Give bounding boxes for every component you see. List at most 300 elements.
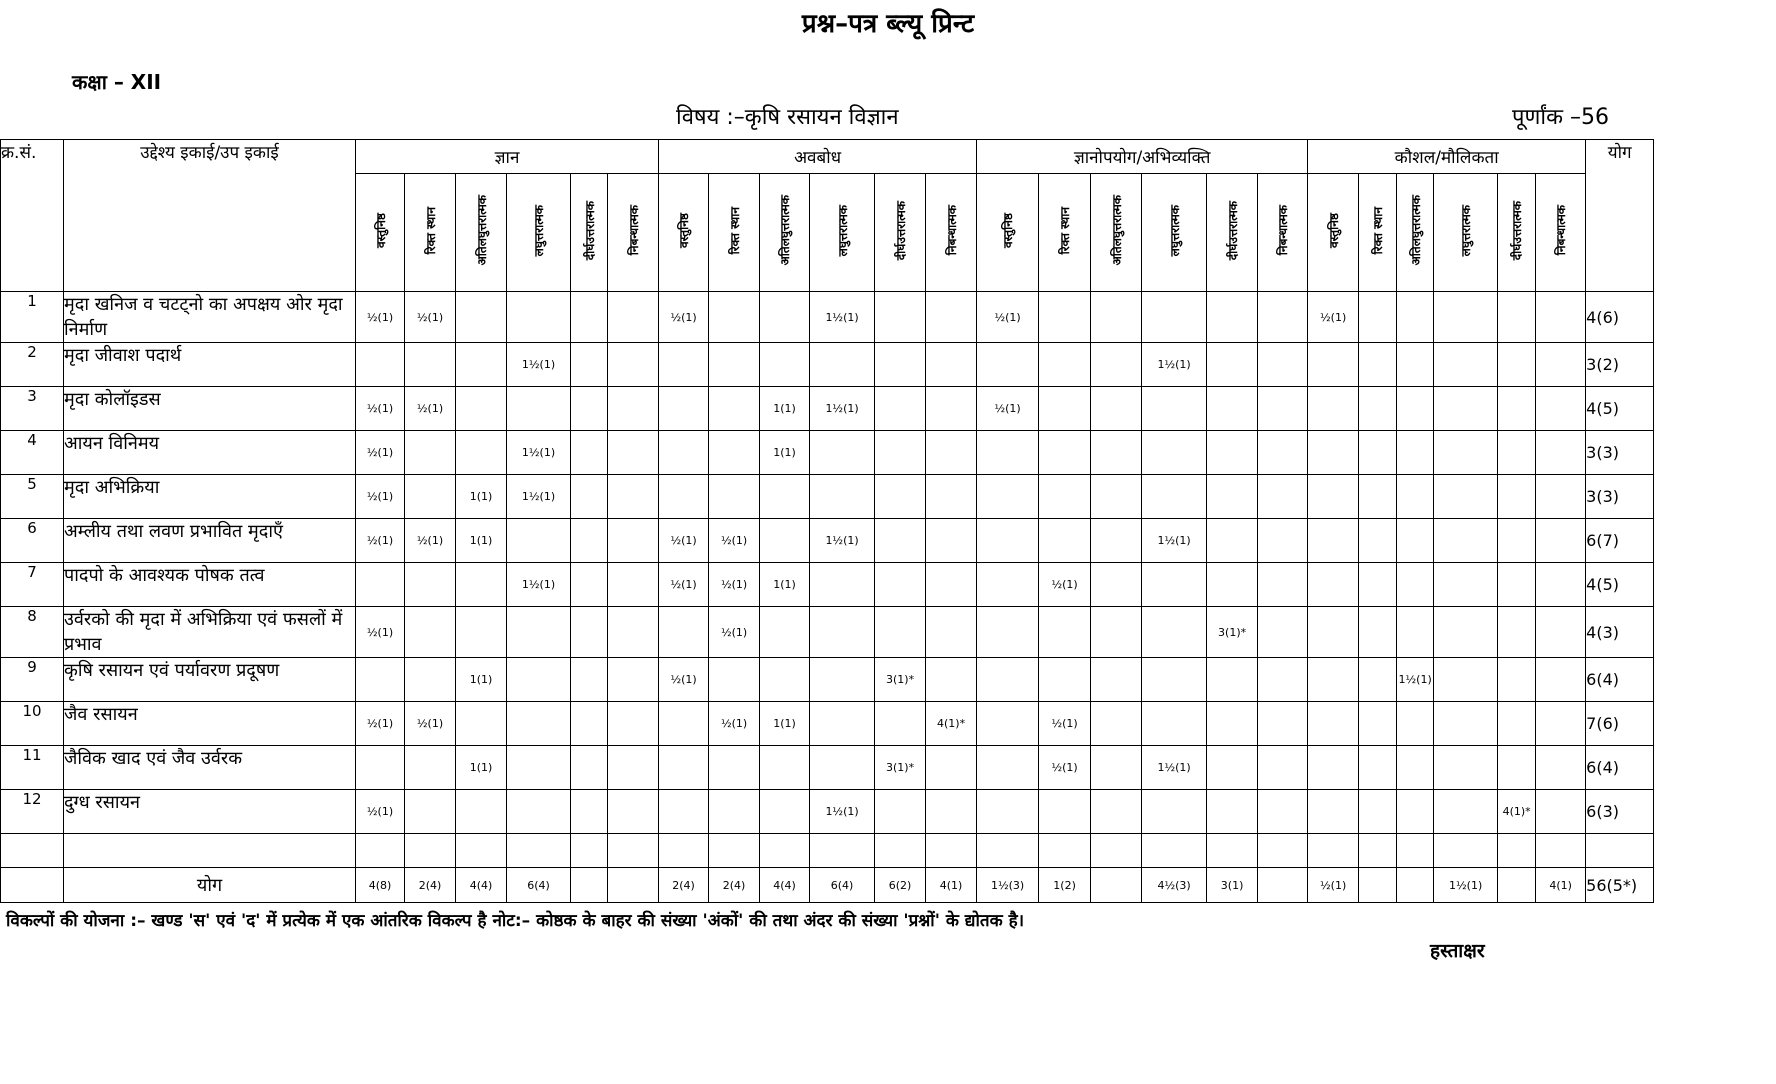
mark-cell (1434, 658, 1498, 702)
mark-cell (405, 658, 456, 702)
mark-cell (1434, 790, 1498, 834)
empty-cell (926, 834, 977, 868)
subtype-header (709, 174, 760, 292)
subtype-header (1308, 174, 1359, 292)
mark-cell (659, 475, 709, 519)
row-unit: जैविक खाद एवं जैव उर्वरक (64, 746, 356, 790)
table-row (1, 431, 1654, 475)
mark-cell (1397, 431, 1434, 475)
mark-cell (1142, 790, 1207, 834)
table-row (1, 746, 1654, 790)
mark-cell (1359, 343, 1397, 387)
mark-cell (926, 292, 977, 343)
mark-cell (1039, 431, 1091, 475)
mark-cell (1091, 658, 1142, 702)
mark-cell (1308, 746, 1359, 790)
row-total: 3(3) (1586, 431, 1654, 475)
total-mark-cell (571, 868, 608, 903)
mark-cell (977, 343, 1039, 387)
mark-cell (1091, 746, 1142, 790)
mark-cell (571, 519, 608, 563)
empty-cell (608, 834, 659, 868)
mark-cell (1207, 563, 1258, 607)
mark-cell: 1(1) (456, 475, 507, 519)
total-mark-cell: 4(4) (760, 868, 810, 903)
total-mark-cell (1091, 868, 1142, 903)
empty-cell (1039, 834, 1091, 868)
row-unit: पादपो के आवश्यक पोषक तत्व (64, 563, 356, 607)
row-serial: 2 (1, 343, 64, 387)
subtype-label: दीर्घउत्तरात्मक (1510, 200, 1525, 261)
mark-cell (977, 607, 1039, 658)
mark-cell (608, 790, 659, 834)
grand-total: 56(5*) (1586, 868, 1654, 903)
blueprint-table (0, 139, 1654, 903)
mark-cell (1091, 431, 1142, 475)
mark-cell (571, 702, 608, 746)
empty-cell (1498, 834, 1536, 868)
mark-cell (926, 607, 977, 658)
mark-cell (1434, 746, 1498, 790)
mark-cell: 1(1) (760, 431, 810, 475)
subtype-header (356, 174, 405, 292)
mark-cell (810, 702, 875, 746)
mark-cell (356, 658, 405, 702)
mark-cell (1434, 607, 1498, 658)
mark-cell (760, 292, 810, 343)
mark-cell (1498, 387, 1536, 431)
mark-cell (1359, 658, 1397, 702)
mark-cell: 1½(1) (810, 387, 875, 431)
mark-cell (1039, 607, 1091, 658)
mark-cell (1142, 607, 1207, 658)
mark-cell (1308, 658, 1359, 702)
row-unit: मृदा जीवाश पदार्थ (64, 343, 356, 387)
mark-cell (709, 343, 760, 387)
mark-cell (456, 387, 507, 431)
mark-cell (875, 519, 926, 563)
mark-cell (1039, 658, 1091, 702)
total-mark-cell: ½(1) (1308, 868, 1359, 903)
mark-cell (1258, 702, 1308, 746)
subtype-label: अतिलघुत्तरात्मक (778, 195, 793, 266)
mark-cell (875, 475, 926, 519)
mark-cell (1397, 343, 1434, 387)
empty-cell (1258, 834, 1308, 868)
mark-cell: 1(1) (456, 519, 507, 563)
page-title: प्रश्न–पत्र ब्ल्यू प्रिन्ट (801, 9, 975, 39)
subtype-label: रिक्त स्थान (1058, 206, 1073, 255)
mark-cell (1091, 790, 1142, 834)
mark-cell (405, 746, 456, 790)
mark-cell (1039, 387, 1091, 431)
mark-cell (571, 790, 608, 834)
mark-cell (1039, 519, 1091, 563)
mark-cell (571, 292, 608, 343)
subtype-header (456, 174, 507, 292)
mark-cell (571, 343, 608, 387)
empty-cell (1359, 834, 1397, 868)
mark-cell: ½(1) (659, 519, 709, 563)
mark-cell: ½(1) (356, 431, 405, 475)
mark-cell (507, 790, 571, 834)
subtype-header (571, 174, 608, 292)
mark-cell (356, 563, 405, 607)
total-mark-cell: 4(1) (1536, 868, 1586, 903)
mark-cell (926, 746, 977, 790)
mark-cell (709, 475, 760, 519)
mark-cell (1207, 343, 1258, 387)
group-kaushal: कौशल/मौलिकता (1308, 140, 1586, 174)
mark-cell (571, 563, 608, 607)
total-mark-cell: 4(8) (356, 868, 405, 903)
mark-cell (1142, 387, 1207, 431)
mark-cell (1207, 519, 1258, 563)
subtype-label: निबन्धात्मक (1554, 205, 1569, 256)
mark-cell (1536, 292, 1586, 343)
mark-cell (1142, 658, 1207, 702)
mark-cell (1397, 563, 1434, 607)
mark-cell (1434, 343, 1498, 387)
mark-cell: 3(1)* (875, 746, 926, 790)
subtype-label: लघुत्तरात्मक (835, 204, 850, 257)
mark-cell: ½(1) (405, 292, 456, 343)
mark-cell (608, 292, 659, 343)
mark-cell (709, 387, 760, 431)
mark-cell (1207, 292, 1258, 343)
mark-cell (659, 702, 709, 746)
mark-cell (1434, 563, 1498, 607)
subtype-label: लघुत्तरात्मक (1167, 204, 1182, 257)
mark-cell (456, 702, 507, 746)
mark-cell (1308, 431, 1359, 475)
mark-cell (571, 431, 608, 475)
mark-cell (1536, 790, 1586, 834)
subtype-header (1039, 174, 1091, 292)
table-row (1, 292, 1654, 343)
mark-cell (1536, 431, 1586, 475)
total-mark-cell (1498, 868, 1536, 903)
empty-cell (456, 834, 507, 868)
empty-cell (1308, 834, 1359, 868)
total-mark-cell: 4(4) (456, 868, 507, 903)
row-serial: 7 (1, 563, 64, 607)
subtype-header (977, 174, 1039, 292)
mark-cell (1397, 607, 1434, 658)
header-serial: क्र.सं. (1, 140, 64, 292)
mark-cell (1308, 343, 1359, 387)
mark-cell (1498, 519, 1536, 563)
row-serial: 5 (1, 475, 64, 519)
mark-cell (760, 746, 810, 790)
mark-cell (977, 475, 1039, 519)
mark-cell (875, 702, 926, 746)
mark-cell (1039, 790, 1091, 834)
mark-cell (507, 746, 571, 790)
row-total: 3(2) (1586, 343, 1654, 387)
mark-cell (1207, 658, 1258, 702)
subtype-header (507, 174, 571, 292)
table-row (1, 702, 1654, 746)
subtype-header (1091, 174, 1142, 292)
mark-cell: 1½(1) (810, 292, 875, 343)
subtype-header (1434, 174, 1498, 292)
subtype-label: लघुत्तरात्मक (532, 204, 546, 257)
mark-cell (1397, 519, 1434, 563)
mark-cell: 1½(1) (1397, 658, 1434, 702)
mark-cell: ½(1) (659, 563, 709, 607)
mark-cell (608, 387, 659, 431)
mark-cell: 1½(1) (1142, 343, 1207, 387)
row-unit: मृदा कोलॉइडस (64, 387, 356, 431)
mark-cell (1308, 475, 1359, 519)
mark-cell (456, 790, 507, 834)
row-total: 6(4) (1586, 746, 1654, 790)
subtype-header (1142, 174, 1207, 292)
total-mark-cell: 2(4) (659, 868, 709, 903)
total-mark-cell: 1½(1) (1434, 868, 1498, 903)
mark-cell (571, 387, 608, 431)
mark-cell: ½(1) (405, 387, 456, 431)
empty-cell (977, 834, 1039, 868)
mark-cell: 1½(1) (507, 563, 571, 607)
mark-cell: 1(1) (456, 746, 507, 790)
empty-cell (659, 834, 709, 868)
subtype-label: दीर्घउत्तरात्मक (582, 200, 597, 261)
mark-cell: 1½(1) (810, 519, 875, 563)
subtype-label: निबन्धात्मक (1276, 205, 1291, 256)
mark-cell (1359, 607, 1397, 658)
mark-cell: ½(1) (356, 475, 405, 519)
mark-cell (1258, 387, 1308, 431)
mark-cell (1207, 746, 1258, 790)
mark-cell (926, 790, 977, 834)
row-total: 4(3) (1586, 607, 1654, 658)
mark-cell: 1(1) (760, 387, 810, 431)
subtype-header (1498, 174, 1536, 292)
mark-cell (760, 790, 810, 834)
mark-cell: ½(1) (659, 292, 709, 343)
mark-cell (1536, 475, 1586, 519)
mark-cell: ½(1) (659, 658, 709, 702)
mark-cell (1308, 790, 1359, 834)
subtype-label: अतिलघुत्तरात्मक (474, 195, 489, 266)
mark-cell (571, 658, 608, 702)
mark-cell (608, 519, 659, 563)
mark-cell (1359, 387, 1397, 431)
mark-cell (1359, 790, 1397, 834)
mark-cell (810, 431, 875, 475)
mark-cell (760, 519, 810, 563)
subtype-header (875, 174, 926, 292)
mark-cell (875, 431, 926, 475)
row-serial: 3 (1, 387, 64, 431)
total-mark-cell (1258, 868, 1308, 903)
row-unit: दुग्ध रसायन (64, 790, 356, 834)
mark-cell (571, 607, 608, 658)
table-row (1, 387, 1654, 431)
mark-cell (709, 658, 760, 702)
empty-cell (1434, 834, 1498, 868)
mark-cell (659, 746, 709, 790)
table-row (1, 658, 1654, 702)
mark-cell (507, 702, 571, 746)
full-marks-label: पूर्णांक –56 (1512, 105, 1609, 130)
mark-cell (608, 563, 659, 607)
mark-cell (1142, 475, 1207, 519)
mark-cell (1091, 607, 1142, 658)
mark-cell (977, 563, 1039, 607)
subtype-header (608, 174, 659, 292)
table-row (1, 475, 1654, 519)
mark-cell (760, 658, 810, 702)
mark-cell (1397, 702, 1434, 746)
empty-cell (1586, 834, 1654, 868)
table-row (1, 563, 1654, 607)
subtype-label: रिक्त स्थान (1371, 206, 1386, 255)
mark-cell (1258, 746, 1308, 790)
mark-cell: 1½(1) (507, 431, 571, 475)
mark-cell (1434, 702, 1498, 746)
mark-cell: ½(1) (1039, 746, 1091, 790)
mark-cell (760, 607, 810, 658)
subtype-label: लघुत्तरात्मक (1459, 204, 1474, 257)
subtype-label: दीर्घउत्तरात्मक (893, 200, 908, 261)
subtype-label: अतिलघुत्तरात्मक (1109, 195, 1124, 266)
subtype-header (810, 174, 875, 292)
empty-cell (1207, 834, 1258, 868)
total-mark-cell: 6(4) (810, 868, 875, 903)
mark-cell (608, 475, 659, 519)
row-total: 7(6) (1586, 702, 1654, 746)
total-row (1, 868, 1654, 903)
mark-cell: ½(1) (709, 563, 760, 607)
class-label: कक्षा – XII (72, 70, 162, 94)
mark-cell: 1(1) (760, 702, 810, 746)
mark-cell (405, 343, 456, 387)
mark-cell (1498, 343, 1536, 387)
row-unit: जैव रसायन (64, 702, 356, 746)
mark-cell (1091, 702, 1142, 746)
mark-cell: ½(1) (356, 607, 405, 658)
mark-cell (1434, 519, 1498, 563)
empty-row (1, 834, 1654, 868)
mark-cell (456, 563, 507, 607)
empty-cell (405, 834, 456, 868)
row-total: 6(4) (1586, 658, 1654, 702)
subtype-header (405, 174, 456, 292)
mark-cell (659, 431, 709, 475)
mark-cell (1498, 658, 1536, 702)
mark-cell (875, 607, 926, 658)
mark-cell (608, 431, 659, 475)
mark-cell (456, 607, 507, 658)
mark-cell: 1½(1) (1142, 519, 1207, 563)
empty-cell (507, 834, 571, 868)
row-serial: 4 (1, 431, 64, 475)
mark-cell: ½(1) (709, 607, 760, 658)
mark-cell (875, 387, 926, 431)
empty-cell (810, 834, 875, 868)
mark-cell (926, 343, 977, 387)
mark-cell: 1(1) (760, 563, 810, 607)
mark-cell: ½(1) (405, 519, 456, 563)
mark-cell: ½(1) (356, 292, 405, 343)
mark-cell (405, 607, 456, 658)
total-mark-cell (1397, 868, 1434, 903)
mark-cell (709, 431, 760, 475)
mark-cell (1039, 343, 1091, 387)
mark-cell (1091, 387, 1142, 431)
row-serial: 9 (1, 658, 64, 702)
mark-cell (1258, 343, 1308, 387)
mark-cell (1258, 431, 1308, 475)
mark-cell: 4(1)* (1498, 790, 1536, 834)
mark-cell (1207, 387, 1258, 431)
mark-cell: ½(1) (356, 702, 405, 746)
empty-cell (571, 834, 608, 868)
row-serial: 6 (1, 519, 64, 563)
mark-cell (875, 790, 926, 834)
total-mark-cell: 3(1) (1207, 868, 1258, 903)
signature-label: हस्ताक्षर (1430, 940, 1485, 962)
mark-cell (1142, 563, 1207, 607)
mark-cell (1536, 607, 1586, 658)
empty-cell (1142, 834, 1207, 868)
mark-cell (608, 607, 659, 658)
mark-cell (1359, 746, 1397, 790)
empty-cell (709, 834, 760, 868)
mark-cell: 1(1) (456, 658, 507, 702)
mark-cell: ½(1) (356, 519, 405, 563)
subtype-header (760, 174, 810, 292)
mark-cell: ½(1) (977, 292, 1039, 343)
mark-cell (456, 292, 507, 343)
table-row (1, 343, 1654, 387)
subtype-header (1359, 174, 1397, 292)
subtype-header (659, 174, 709, 292)
total-mark-cell: 1(2) (1039, 868, 1091, 903)
group-gyanopayog: ज्ञानोपयोग/अभिव्यक्ति (977, 140, 1308, 174)
mark-cell (1359, 563, 1397, 607)
mark-cell (1091, 292, 1142, 343)
mark-cell (1091, 475, 1142, 519)
total-mark-cell: 4½(3) (1142, 868, 1207, 903)
mark-cell (405, 563, 456, 607)
mark-cell (1498, 292, 1536, 343)
mark-cell (1397, 746, 1434, 790)
mark-cell (1498, 746, 1536, 790)
row-total: 3(3) (1586, 475, 1654, 519)
mark-cell: 3(1)* (1207, 607, 1258, 658)
subtype-header (1536, 174, 1586, 292)
mark-cell (810, 563, 875, 607)
mark-cell (356, 746, 405, 790)
mark-cell (810, 475, 875, 519)
row-total: 6(7) (1586, 519, 1654, 563)
mark-cell (1498, 563, 1536, 607)
group-gyan: ज्ञान (356, 140, 659, 174)
mark-cell (1359, 431, 1397, 475)
mark-cell (926, 563, 977, 607)
mark-cell (571, 746, 608, 790)
mark-cell (659, 343, 709, 387)
mark-cell (1359, 292, 1397, 343)
subtype-header (926, 174, 977, 292)
mark-cell (405, 475, 456, 519)
total-mark-cell: 2(4) (405, 868, 456, 903)
mark-cell (709, 790, 760, 834)
